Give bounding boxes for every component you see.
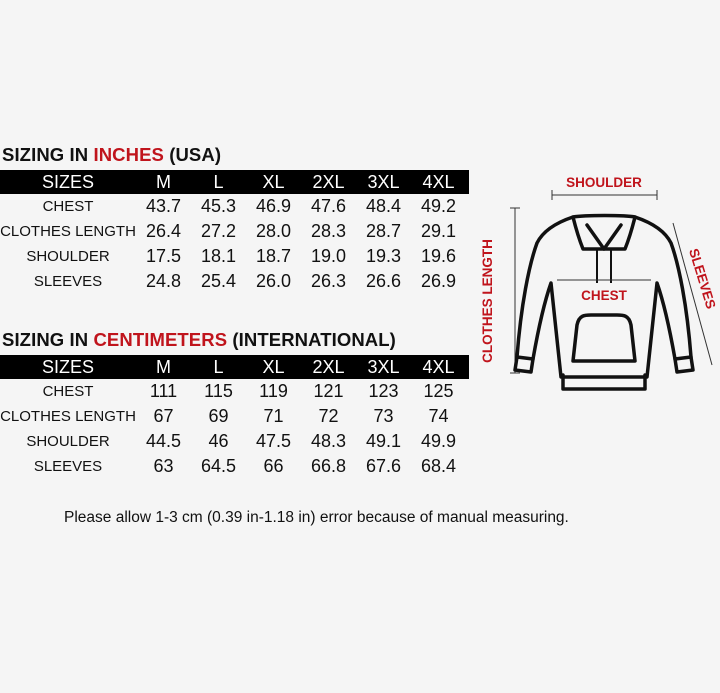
inches-title-accent: INCHES — [93, 144, 164, 165]
table-cell: 28.3 — [310, 221, 347, 241]
hoodie-diagram — [475, 165, 720, 405]
table-cell: 119 — [259, 381, 288, 401]
inches-header-row — [0, 170, 469, 194]
header-sizes: SIZES — [41, 171, 94, 192]
cm-header-row — [0, 355, 469, 379]
table-cell: 26.3 — [310, 271, 347, 291]
table-row — [0, 269, 469, 294]
table-row — [0, 219, 469, 244]
header-size: M — [156, 356, 171, 377]
table-cell: 24.8 — [145, 271, 182, 291]
table-cell: 123 — [368, 381, 399, 401]
table-row — [0, 244, 469, 269]
table-cell: 49.1 — [365, 431, 402, 451]
row-label: CHEST — [42, 383, 94, 400]
table-cell: 111 — [149, 381, 178, 401]
shoulder-label: SHOULDER — [566, 175, 642, 190]
table-cell: 26.6 — [365, 271, 402, 291]
sleeves-label: SLEEVES — [686, 246, 719, 311]
measurement-note: Please allow 1-3 cm (0.39 in-1.18 in) error because of manual measuring. — [64, 509, 569, 526]
table-row — [0, 454, 469, 479]
row-label: SHOULDER — [26, 248, 110, 265]
inches-title-suffix: (USA) — [163, 144, 222, 165]
table-cell: 48.4 — [365, 196, 402, 216]
header-size: 2XL — [312, 171, 345, 192]
table-cell: 47.6 — [310, 196, 347, 216]
table-cell: 67 — [153, 406, 174, 426]
row-label: SLEEVES — [33, 458, 103, 475]
table-cell: 46.9 — [255, 196, 292, 216]
table-cell: 72 — [318, 406, 339, 426]
table-cell: 46 — [208, 431, 229, 451]
table-cell: 26.0 — [255, 271, 292, 291]
header-size: L — [213, 171, 224, 192]
table-cell: 74 — [428, 406, 449, 426]
table-cell: 68.4 — [420, 456, 457, 476]
table-cell: 18.7 — [255, 246, 292, 266]
table-cell: 19.6 — [420, 246, 457, 266]
table-cell: 49.9 — [420, 431, 457, 451]
table-cell: 27.2 — [200, 221, 237, 241]
table-cell: 125 — [423, 381, 454, 401]
table-cell: 19.3 — [365, 246, 402, 266]
table-cell: 44.5 — [145, 431, 182, 451]
table-cell: 73 — [373, 406, 394, 426]
header-size: 2XL — [312, 356, 345, 377]
inches-title — [2, 144, 221, 166]
row-label: CHEST — [42, 198, 94, 215]
header-size: XL — [262, 171, 285, 192]
table-cell: 29.1 — [420, 221, 457, 241]
chest-label: CHEST — [581, 288, 627, 303]
cm-title-accent: CENTIMETERS — [93, 329, 228, 350]
header-size: 3XL — [367, 171, 400, 192]
table-cell: 28.7 — [365, 221, 402, 241]
table-row — [0, 379, 469, 404]
clothes-length-label: CLOTHES LENGTH — [480, 239, 495, 363]
table-row — [0, 194, 469, 219]
table-cell: 115 — [204, 381, 233, 401]
table-cell: 64.5 — [200, 456, 237, 476]
row-label: CLOTHES LENGTH — [0, 408, 136, 425]
inches-title-prefix: SIZING IN — [2, 144, 94, 165]
table-row — [0, 429, 469, 454]
table-cell: 69 — [208, 406, 229, 426]
header-size: 4XL — [422, 356, 455, 377]
inches-table — [0, 170, 469, 294]
header-size: 4XL — [422, 171, 455, 192]
table-cell: 67.6 — [365, 456, 402, 476]
table-cell: 71 — [263, 406, 284, 426]
cm-title-suffix: (INTERNATIONAL) — [227, 329, 396, 350]
table-cell: 28.0 — [255, 221, 292, 241]
table-cell: 43.7 — [145, 196, 182, 216]
table-cell: 48.3 — [310, 431, 347, 451]
table-cell: 47.5 — [255, 431, 292, 451]
table-cell: 26.9 — [420, 271, 457, 291]
table-cell: 26.4 — [145, 221, 182, 241]
header-size: L — [213, 356, 224, 377]
table-cell: 63 — [153, 456, 174, 476]
header-size: M — [156, 171, 171, 192]
row-label: SLEEVES — [33, 273, 103, 290]
cm-title-prefix: SIZING IN — [2, 329, 94, 350]
table-cell: 49.2 — [420, 196, 457, 216]
header-size: XL — [262, 356, 285, 377]
table-cell: 25.4 — [200, 271, 237, 291]
table-cell: 17.5 — [145, 246, 182, 266]
header-size: 3XL — [367, 356, 400, 377]
table-row — [0, 404, 469, 429]
table-cell: 121 — [313, 381, 344, 401]
table-cell: 66.8 — [310, 456, 347, 476]
row-label: SHOULDER — [26, 433, 110, 450]
table-cell: 18.1 — [200, 246, 237, 266]
header-sizes: SIZES — [41, 356, 94, 377]
centimeters-table — [0, 355, 469, 479]
centimeters-title — [2, 329, 396, 351]
table-cell: 19.0 — [310, 246, 347, 266]
table-cell: 66 — [263, 456, 284, 476]
row-label: CLOTHES LENGTH — [0, 223, 136, 240]
table-cell: 45.3 — [200, 196, 237, 216]
